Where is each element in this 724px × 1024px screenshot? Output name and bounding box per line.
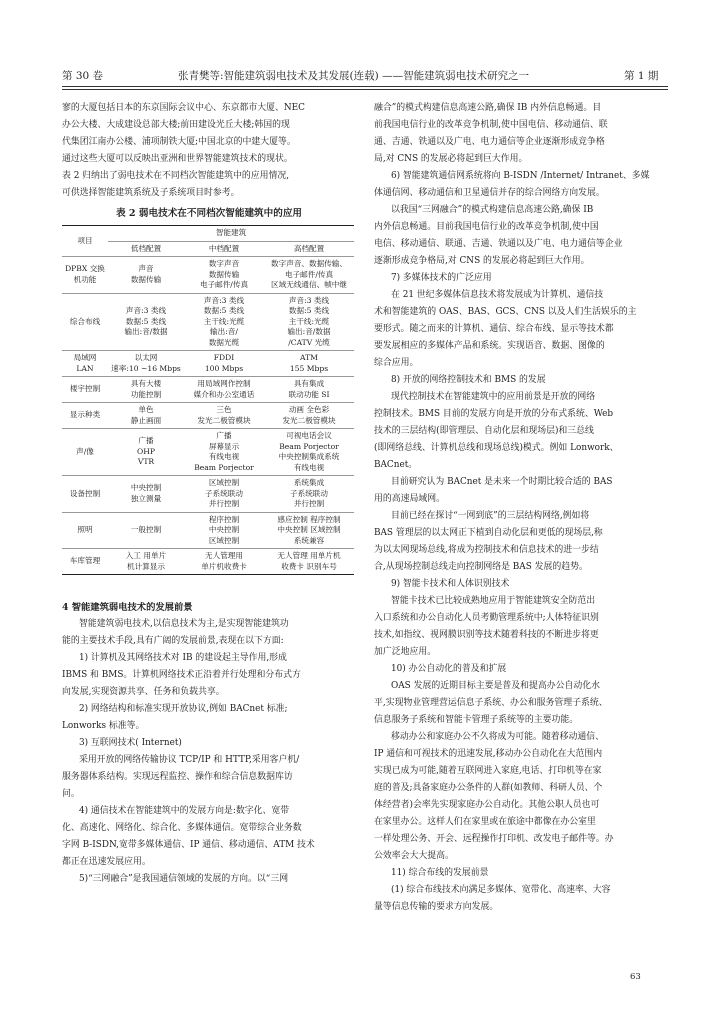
body-line: 合,从现场控制总线走向控制网络是 BAS 发展的趋势。 <box>374 562 588 572</box>
table-row <box>62 512 354 549</box>
body-line: BACnet。 <box>374 460 418 470</box>
body-line: 术和智能建筑的 OAS、BAS、GCS、CNS 以及人们生活娱乐的主 <box>374 307 637 317</box>
table-header-low: 低档配置 <box>108 241 184 257</box>
table-header-high: 高档配置 <box>264 241 354 257</box>
intro-line: 代集团江南办公楼、浦项制铁大厦;中国北京的中建大厦等。 <box>62 137 296 147</box>
body-line: 5)“三网融合”是我国通信领域的发展的方向。以“三网 <box>79 874 289 884</box>
body-line: 现代控制技术在智能建筑中的应用前景是开放的网络 <box>391 392 596 402</box>
body-line: 电信、移动通信、联通、吉通、铁通以及广电、电力通信等企业 <box>374 239 623 249</box>
body-line: 在家里办公。这样人们在家里或在旅途中都像在办公室里 <box>374 817 596 827</box>
header-rule-bottom <box>62 89 668 90</box>
body-line: 1) 计算机及其网络技术对 IB 的建设起主导作用,形成 <box>79 653 287 663</box>
table-cell-low: 一般控制 <box>108 512 184 549</box>
table-cell-low: 声音:3 类线 数据:5 类线 输出:音/数据 <box>108 293 184 351</box>
body-line: 智能建筑弱电技术,以信息技术为主,是实现智能建筑功 <box>79 619 289 629</box>
body-line: 融合”的模式构建信息高速公路,确保 IB 内外信息畅通。目 <box>374 103 602 113</box>
intro-line: 通过这些大厦可以反映出亚洲和世界智能建筑技术的现状。 <box>62 154 293 164</box>
body-line: (即网络总线、计算机总线和现场总线)模式。例如 Lonwork、 <box>374 443 619 453</box>
body-line: 6) 智能建筑通信网系统将向 B-ISDN /Internet/ Intranet、多媒 <box>391 171 650 181</box>
body-line: 11) 综合布线的发展前景 <box>391 868 489 878</box>
table-header-item: 项目 <box>62 226 108 257</box>
table-row <box>62 351 354 377</box>
table-cell-low: 广播 OHP VTR <box>108 429 184 476</box>
body-line: 庭的普及;具备家庭办公条件的人群(如教师、科研人员、个 <box>374 783 603 793</box>
table-cell-high: 数字声音、数据传输、 电子邮件/传真 区域无线通信、帧中继 <box>264 257 354 294</box>
table-cell-mid: 用局域网作控制 媒介和办公室通话 <box>184 377 264 403</box>
table-row <box>62 377 354 403</box>
body-line: 3) 互联网技术( Internet) <box>79 738 182 748</box>
body-line: 4) 通信技术在智能建筑中的发展方向是:数字化、宽带 <box>79 806 290 816</box>
body-line: 要形式。随之而来的计算机、通信、综合布线、显示等技术都 <box>374 324 614 334</box>
body-line: 用的高速局域网。 <box>374 494 445 504</box>
intro-line: 表 2 归纳出了弱电技术在不同档次智能建筑中的应用情况, <box>62 171 290 181</box>
body-line: 局,对 CNS 的发展必将起到巨大作用。 <box>374 154 528 164</box>
body-line: IP 通信和可视技术的迅速发展,移动办公自动化在大范围内 <box>374 749 603 759</box>
table-cell-high: 声音:3 类线 数据:5 类线 主干线:光缆 输出:音/数据 /CATV 光缆 <box>264 293 354 351</box>
body-line: 内外信息畅通。目前我国电信行业的改革竞争机制,使中国 <box>374 222 599 232</box>
body-line: 化、高速化、网络化、综合化、多媒体通信。宽带综合业务数 <box>62 823 302 833</box>
table-cell-high: 具有集成 联动功能 SI <box>264 377 354 403</box>
table-cell-item: 照明 <box>62 512 108 549</box>
table-cell-item: 车库管理 <box>62 549 108 575</box>
body-line: 采用开放的网络传输协议 TCP/IP 和 HTTP,采用客户机/ <box>79 755 300 765</box>
table-cell-item: 楼宇控制 <box>62 377 108 403</box>
body-line: 以我国“三网融合”的模式构建信息高速公路,确保 IB <box>391 205 594 215</box>
body-line: BAS 管理层的以太网正下植到自动化层和更低的现场层,称 <box>374 528 603 538</box>
body-line: 信息服务子系统和智能卡管理子系统等的主要功能。 <box>374 715 579 725</box>
right-column <box>374 100 668 916</box>
body-line: 移动办公和家庭办公不久将成为可能。随着移动通信、 <box>391 732 604 742</box>
body-line: 8) 开放的网络控制技术和 BMS 的发展 <box>391 375 546 385</box>
body-line: 服务器体系结构。实现远程监控、操作和综合信息数据库访 <box>62 772 293 782</box>
table-header-group: 智能建筑 <box>108 226 354 242</box>
table-cell-mid: 无人管理用 单片机收费卡 <box>184 549 264 575</box>
body-line: 综合应用。 <box>374 358 419 368</box>
body-line: 通、吉通、铁通以及广电、电力通信等企业逐渐形成竞争格 <box>374 137 605 147</box>
table-row <box>62 549 354 575</box>
body-line: 控制技术。BMS 目前的发展方向是开放的分布式系统、Web <box>374 409 614 419</box>
table-cell-high: ATM 155 Mbps <box>264 351 354 377</box>
body-line: 10) 办公自动化的普及和扩展 <box>391 664 507 674</box>
body-line: 为以太网现场总线,将成为控制技术和信息技术的进一步结 <box>374 545 599 555</box>
table-cell-mid: 区域控制 子系统联动 并行控制 <box>184 476 264 513</box>
page-number: 63 <box>630 972 641 982</box>
body-line: 7) 多媒体技术的广泛应用 <box>391 273 492 283</box>
body-line: 2) 网络结构和标准实现开放协议,例如 BACnet 标准; <box>79 704 288 714</box>
running-title: 张青樊等:智能建筑弱电技术及其发展(连载) ——智能建筑弱电技术研究之一 <box>178 70 530 82</box>
table-cell-high: 无人管理 用单片机 收费卡 识别车号 <box>264 549 354 575</box>
table-cell-mid: FDDI 100 Mbps <box>184 351 264 377</box>
body-line: 智能卡技术已比较成熟地应用于智能建筑安全防范出 <box>391 596 596 606</box>
table-cell-item: DPBX 交换 机功能 <box>62 257 108 294</box>
table-cell-item: 设备控制 <box>62 476 108 513</box>
table-cell-high: 可视电话会议 Beam Porjector 中央控制集成系统 有线电视 <box>264 429 354 476</box>
body-line: 技术,如指纹、视网膜识别等技术随着科技的不断进步将更 <box>374 630 599 640</box>
intro-line: 可供选择智能建筑系统及子系统项目时参考。 <box>62 188 240 198</box>
header-rule-top <box>62 86 668 87</box>
intro-paragraph <box>62 100 356 202</box>
table-row <box>62 293 354 351</box>
intro-line: 办公大楼、大成建设总部大楼;前田建设光丘大楼;韩国的现 <box>62 120 290 130</box>
body-line: 目前已经在探讨“一网到底”的三层结构网络,例如将 <box>391 511 590 521</box>
table-cell-low: 入工 用单片 机计算显示 <box>108 549 184 575</box>
table-cell-mid: 数字声音 数据传输 电子邮件/传真 <box>184 257 264 294</box>
body-line: 实现已成为可能,随着互联网进入家庭,电话、打印机等在家 <box>374 766 602 776</box>
table-row <box>62 403 354 429</box>
table-cell-low: 声音 数据传输 <box>108 257 184 294</box>
table-cell-item: 显示种类 <box>62 403 108 429</box>
body-line: (1) 综合布线技术向满足多媒体、宽带化、高速率、大容 <box>391 885 611 895</box>
body-line: 在 21 世纪多媒体信息技术将发展成为计算机、通信技 <box>391 290 604 300</box>
body-line: 都正在迅速发展应用。 <box>62 857 151 867</box>
intro-line: 寥的大厦包括日本的东京国际会议中心、东京都市大厦、NEC <box>62 103 305 113</box>
table-cell-item: 综合布线 <box>62 293 108 351</box>
body-line: 9) 智能卡技术和人体识别技术 <box>391 579 510 589</box>
body-line: 体经营者)会率先实现家庭办公自动化。其他公职人员也可 <box>374 800 600 810</box>
body-line: 前我国电信行业的改革竞争机制,使中国电信、移动通信、联 <box>374 120 608 130</box>
table-cell-item: 局域网 LAN <box>62 351 108 377</box>
table-cell-mid: 程序控制 中央控制 区域控制 <box>184 512 264 549</box>
body-line: 入口系统和办公自动化人员考勤管理系统中;人体特征识别 <box>374 613 599 623</box>
table-header-mid: 中档配置 <box>184 241 264 257</box>
body-line: 加广泛地应用。 <box>374 647 437 657</box>
body-line: 公效率会大大提高。 <box>374 851 454 861</box>
table-cell-low: 中央控制 独立测量 <box>108 476 184 513</box>
body-line: 问。 <box>62 789 80 799</box>
tech-level-table <box>62 225 354 575</box>
section-heading: 4 智能建筑弱电技术的发展前景 <box>62 602 193 613</box>
table-row <box>62 257 354 294</box>
body-line: IBMS 和 BMS。计算机网络技术正沿着并行处理和分布式方 <box>62 670 301 680</box>
table-cell-mid: 声音:3 类线 数据:5 类线 主干线:光缆 输出:音/ 数据光缆 <box>184 293 264 351</box>
table-row <box>62 429 354 476</box>
table-row <box>62 476 354 513</box>
table-cell-high: 系统集成 子系统联动 并行控制 <box>264 476 354 513</box>
table-cell-mid: 广播 屏幕显示 有线电视 Beam Porjector <box>184 429 264 476</box>
left-column <box>62 100 356 888</box>
table-cell-low: 具有大楼 功能控制 <box>108 377 184 403</box>
table-cell-high: 动画 全色彩 发光二极管模块 <box>264 403 354 429</box>
table-caption: 表 2 弱电技术在不同档次智能建筑中的应用 <box>115 208 303 219</box>
table-cell-item: 声/像 <box>62 429 108 476</box>
body-line: OAS 发展的近期目标主要是普及和提高办公自动化水 <box>391 681 600 691</box>
body-line: 字网 B-ISDN,宽带多媒体通信、IP 通信、移动通信、ATM 技术 <box>62 840 315 850</box>
body-line: 量等信息传输的要求方向发展。 <box>374 902 499 912</box>
left-body-text <box>62 616 356 888</box>
body-line: 要发展相应的多媒体产品和系统。实现语音、数据、图像的 <box>374 341 605 351</box>
journal-issue-number: 第 1 期 <box>624 70 659 82</box>
body-line: 能的主要技术手段,具有广阔的发展前景,表现在以下方面: <box>62 636 284 646</box>
table-cell-low: 以太网 速率:10 ~16 Mbps <box>108 351 184 377</box>
body-line: 一样处理公务、开会、远程操作打印机、改发电子邮件等。办 <box>374 834 614 844</box>
table-cell-mid: 三色 发光二极管模块 <box>184 403 264 429</box>
body-line: 向发展,实现资源共享、任务和负载共享。 <box>62 687 225 697</box>
journal-volume: 第 30 卷 <box>62 70 104 82</box>
table-cell-low: 单色 静止画面 <box>108 403 184 429</box>
table-cell-high: 感应控制 程序控制 中央控制 区域控制 系统兼容 <box>264 512 354 549</box>
body-line: 体通信网、移动通信和卫星通信并存的综合网络方向发展。 <box>374 188 605 198</box>
body-line: Lonworks 标准等。 <box>62 721 145 731</box>
body-line: 目前研究认为 BACnet 是未来一个时期比较合适的 BAS <box>391 477 613 487</box>
right-body-text <box>374 100 668 916</box>
body-line: 技术的三层结构(即管理层、自动化层和现场层)和三总线 <box>374 426 594 436</box>
body-line: 平,实现物业管理营运信息子系统、办公和服务管理子系统、 <box>374 698 608 708</box>
body-line: 逐渐形成竞争格局,对 CNS 的发展必将起到巨大作用。 <box>374 256 590 266</box>
